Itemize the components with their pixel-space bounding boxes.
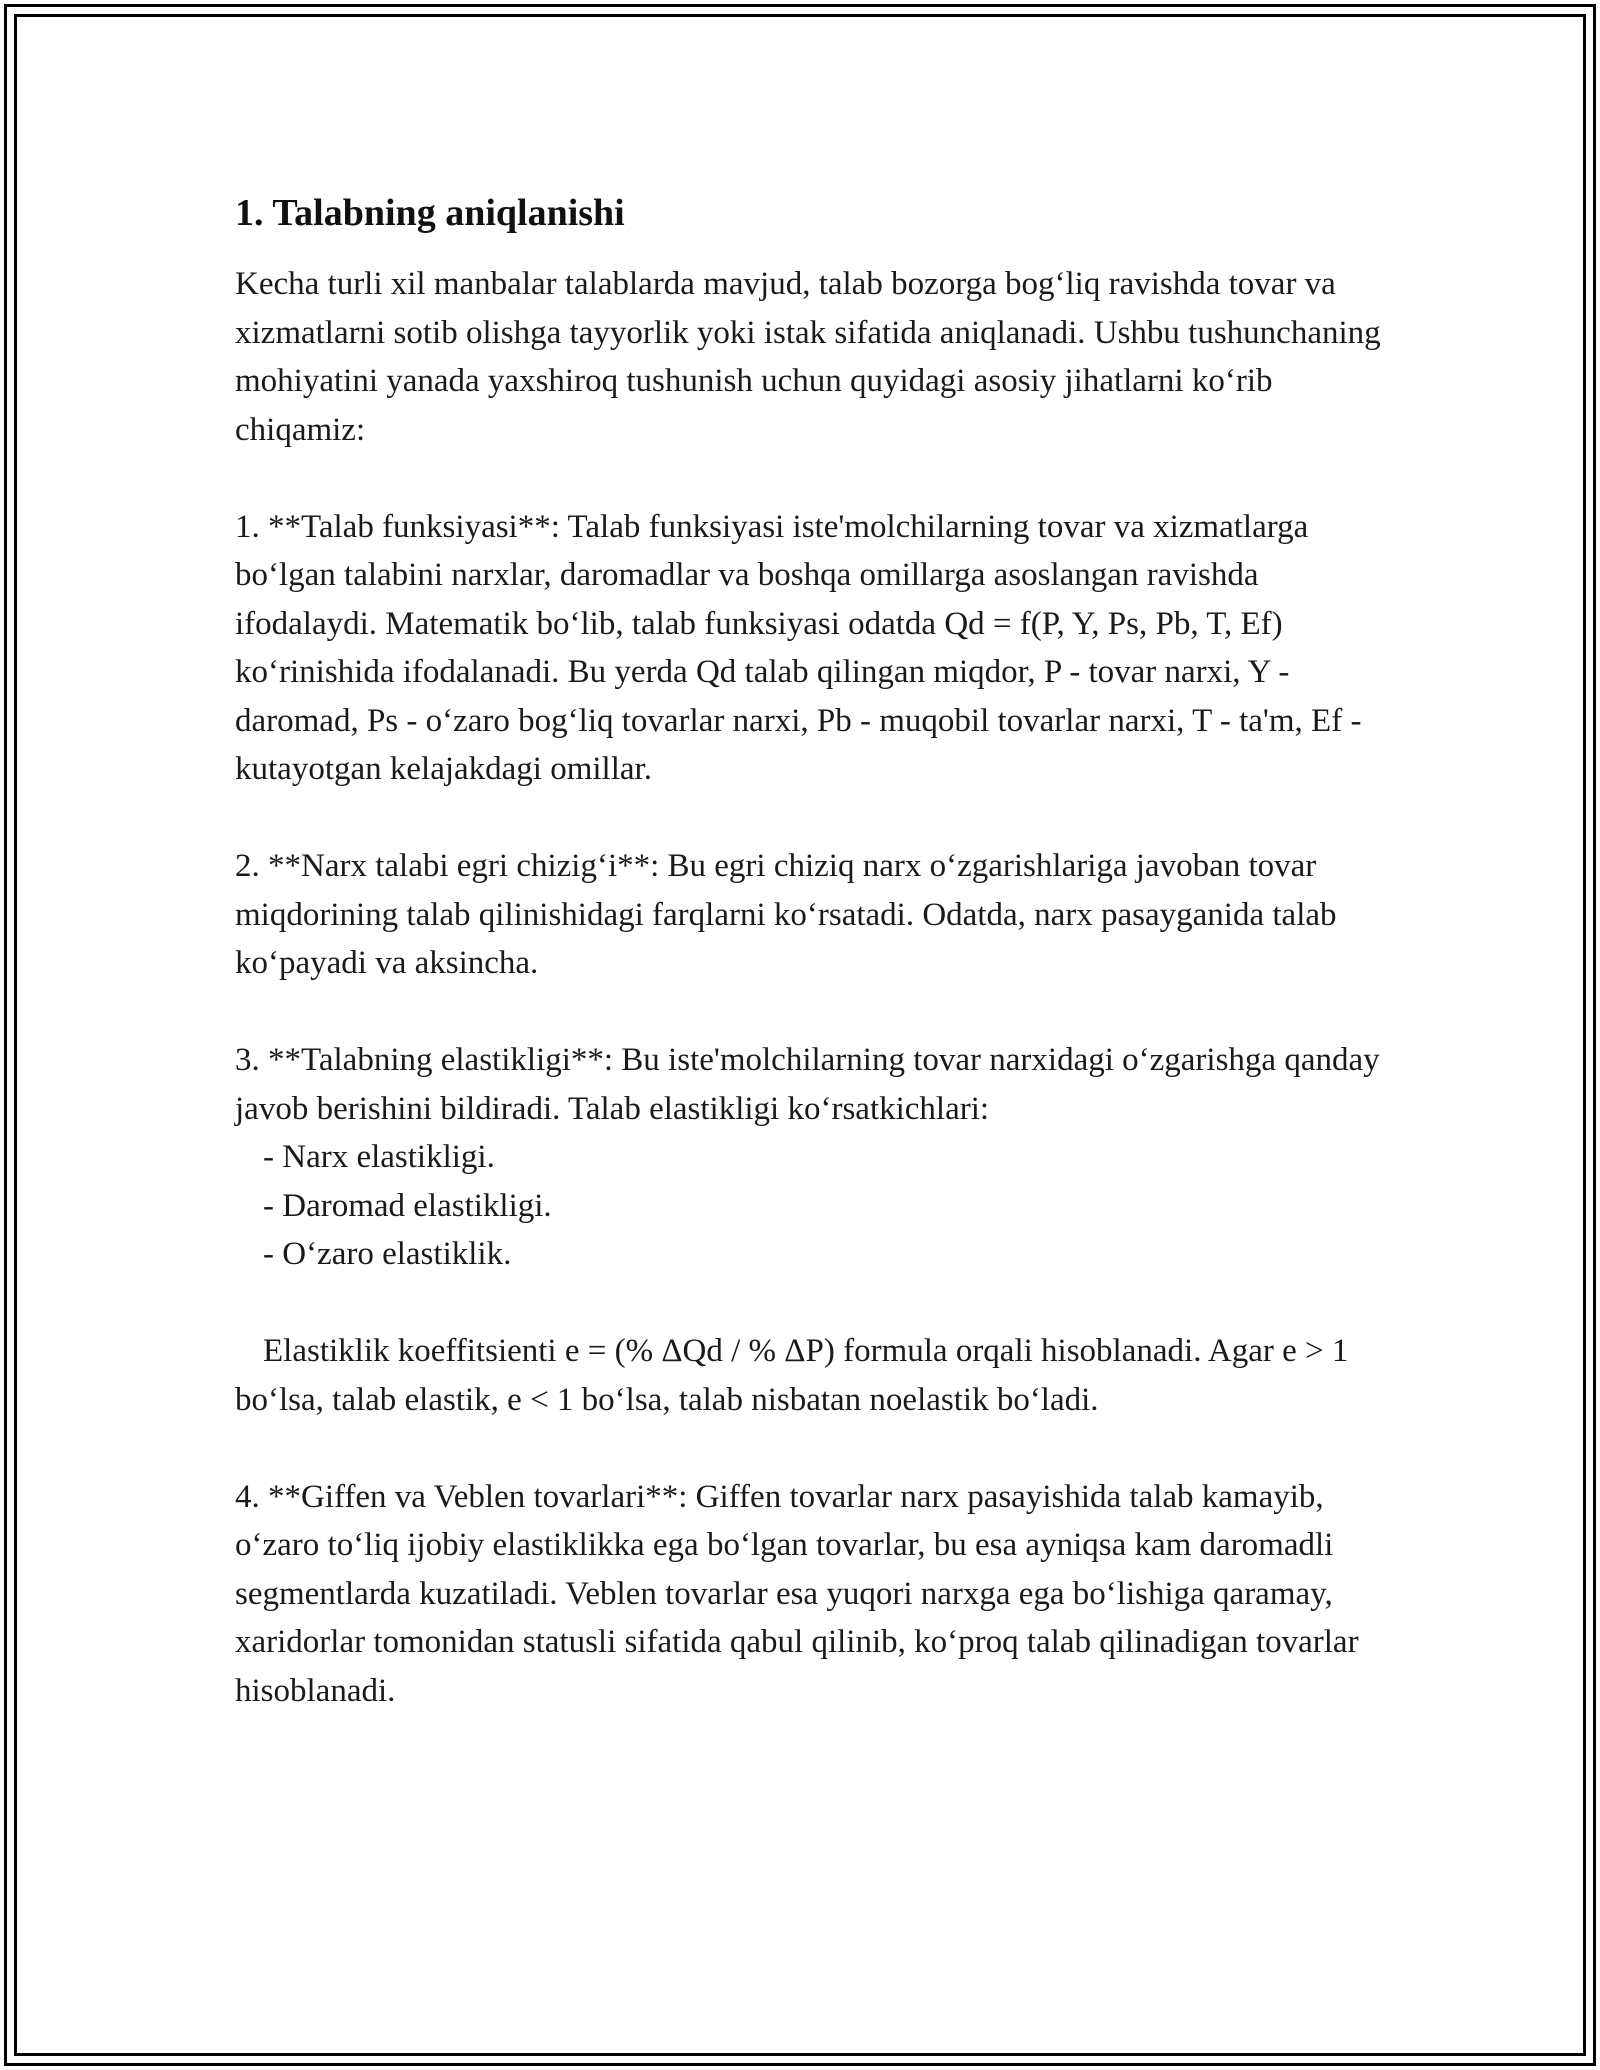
intro-paragraph: Kecha turli xil manbalar talablarda mavjud, talab bozorga bog‘liq ravishda tovar va xizmatlarni sotib olishga tayyorlik yoki istak sifatida aniqlanadi. Ushbu tushunchaning mohiyatini yanada yaxshiroq tushunish uchun quyidagi asosiy jihatlarni ko‘rib chiqamiz: — [235, 266, 1389, 448]
list-item: - O‘zaro elastiklik. — [263, 1236, 512, 1272]
section-heading: 1. Talabning aniqlanishi — [235, 192, 625, 234]
point-4-paragraph: 4. **Giffen va Veblen tovarlari**: Giffen tovarlar narx pasayishida talab kamayib, o‘zaro to‘liq ijobiy elastiklikka ega bo‘lgan tovarlar, bu esa ayniqsa kam daromadli segmentlarda kuzatiladi. Veblen tovarlar esa yuqori narxga ega bo‘lishiga qaramay, xaridorlar tomonidan statusli sifatida qabul qilinib, ko‘proq talab qilinadigan tovarlar hisoblanadi. — [235, 1478, 1367, 1709]
point-1-paragraph: 1. **Talab funksiyasi**: Talab funksiyasi iste'molchilarning tovar va xizmatlarga bo‘lgan talabini narxlar, daromadlar va boshqa omillarga asoslangan ravishda ifodalaydi. Matematik bo‘lib, talab funksiyasi odatda Qd = f(P, Y, Ps, Pb, T, Ef) ko‘rinishida ifodalanadi. Bu yerda Qd talab qilingan miqdor, P - tovar narxi, Y - daromad, Ps - o‘zaro bog‘liq tovarlar narxi, Pb - muqobil tovarlar narxi, T - ta'm, Ef - kutayotgan kelajakdagi omillar. — [235, 508, 1370, 787]
elasticity-formula-paragraph: Elastiklik koeffitsienti e = (% ΔQd / % ΔP) formula orqali hisoblanadi. Agar e > 1 bo‘lsa, talab elastik, e < 1 bo‘lsa, talab nisbatan noelastik bo‘ladi. — [235, 1333, 1349, 1418]
point-2-paragraph: 2. **Narx talabi egri chizig‘i**: Bu egri chiziq narx o‘zgarishlariga javoban tovar miqdorining talab qilinishidagi farqlarni ko‘rsatadi. Odatda, narx pasayganida talab ko‘payadi va aksincha. — [235, 848, 1345, 981]
list-item: - Narx elastikligi. — [263, 1139, 495, 1175]
point-3-paragraph: 3. **Talabning elastikligi**: Bu iste'molchilarning tovar narxidagi o‘zgarishga qanday javob berishini bildiradi. Talab elastikligi ko‘rsatkichlari: — [235, 1042, 1388, 1127]
document-body — [235, 188, 1389, 1764]
list-item: - Daromad elastikligi. — [263, 1187, 552, 1224]
